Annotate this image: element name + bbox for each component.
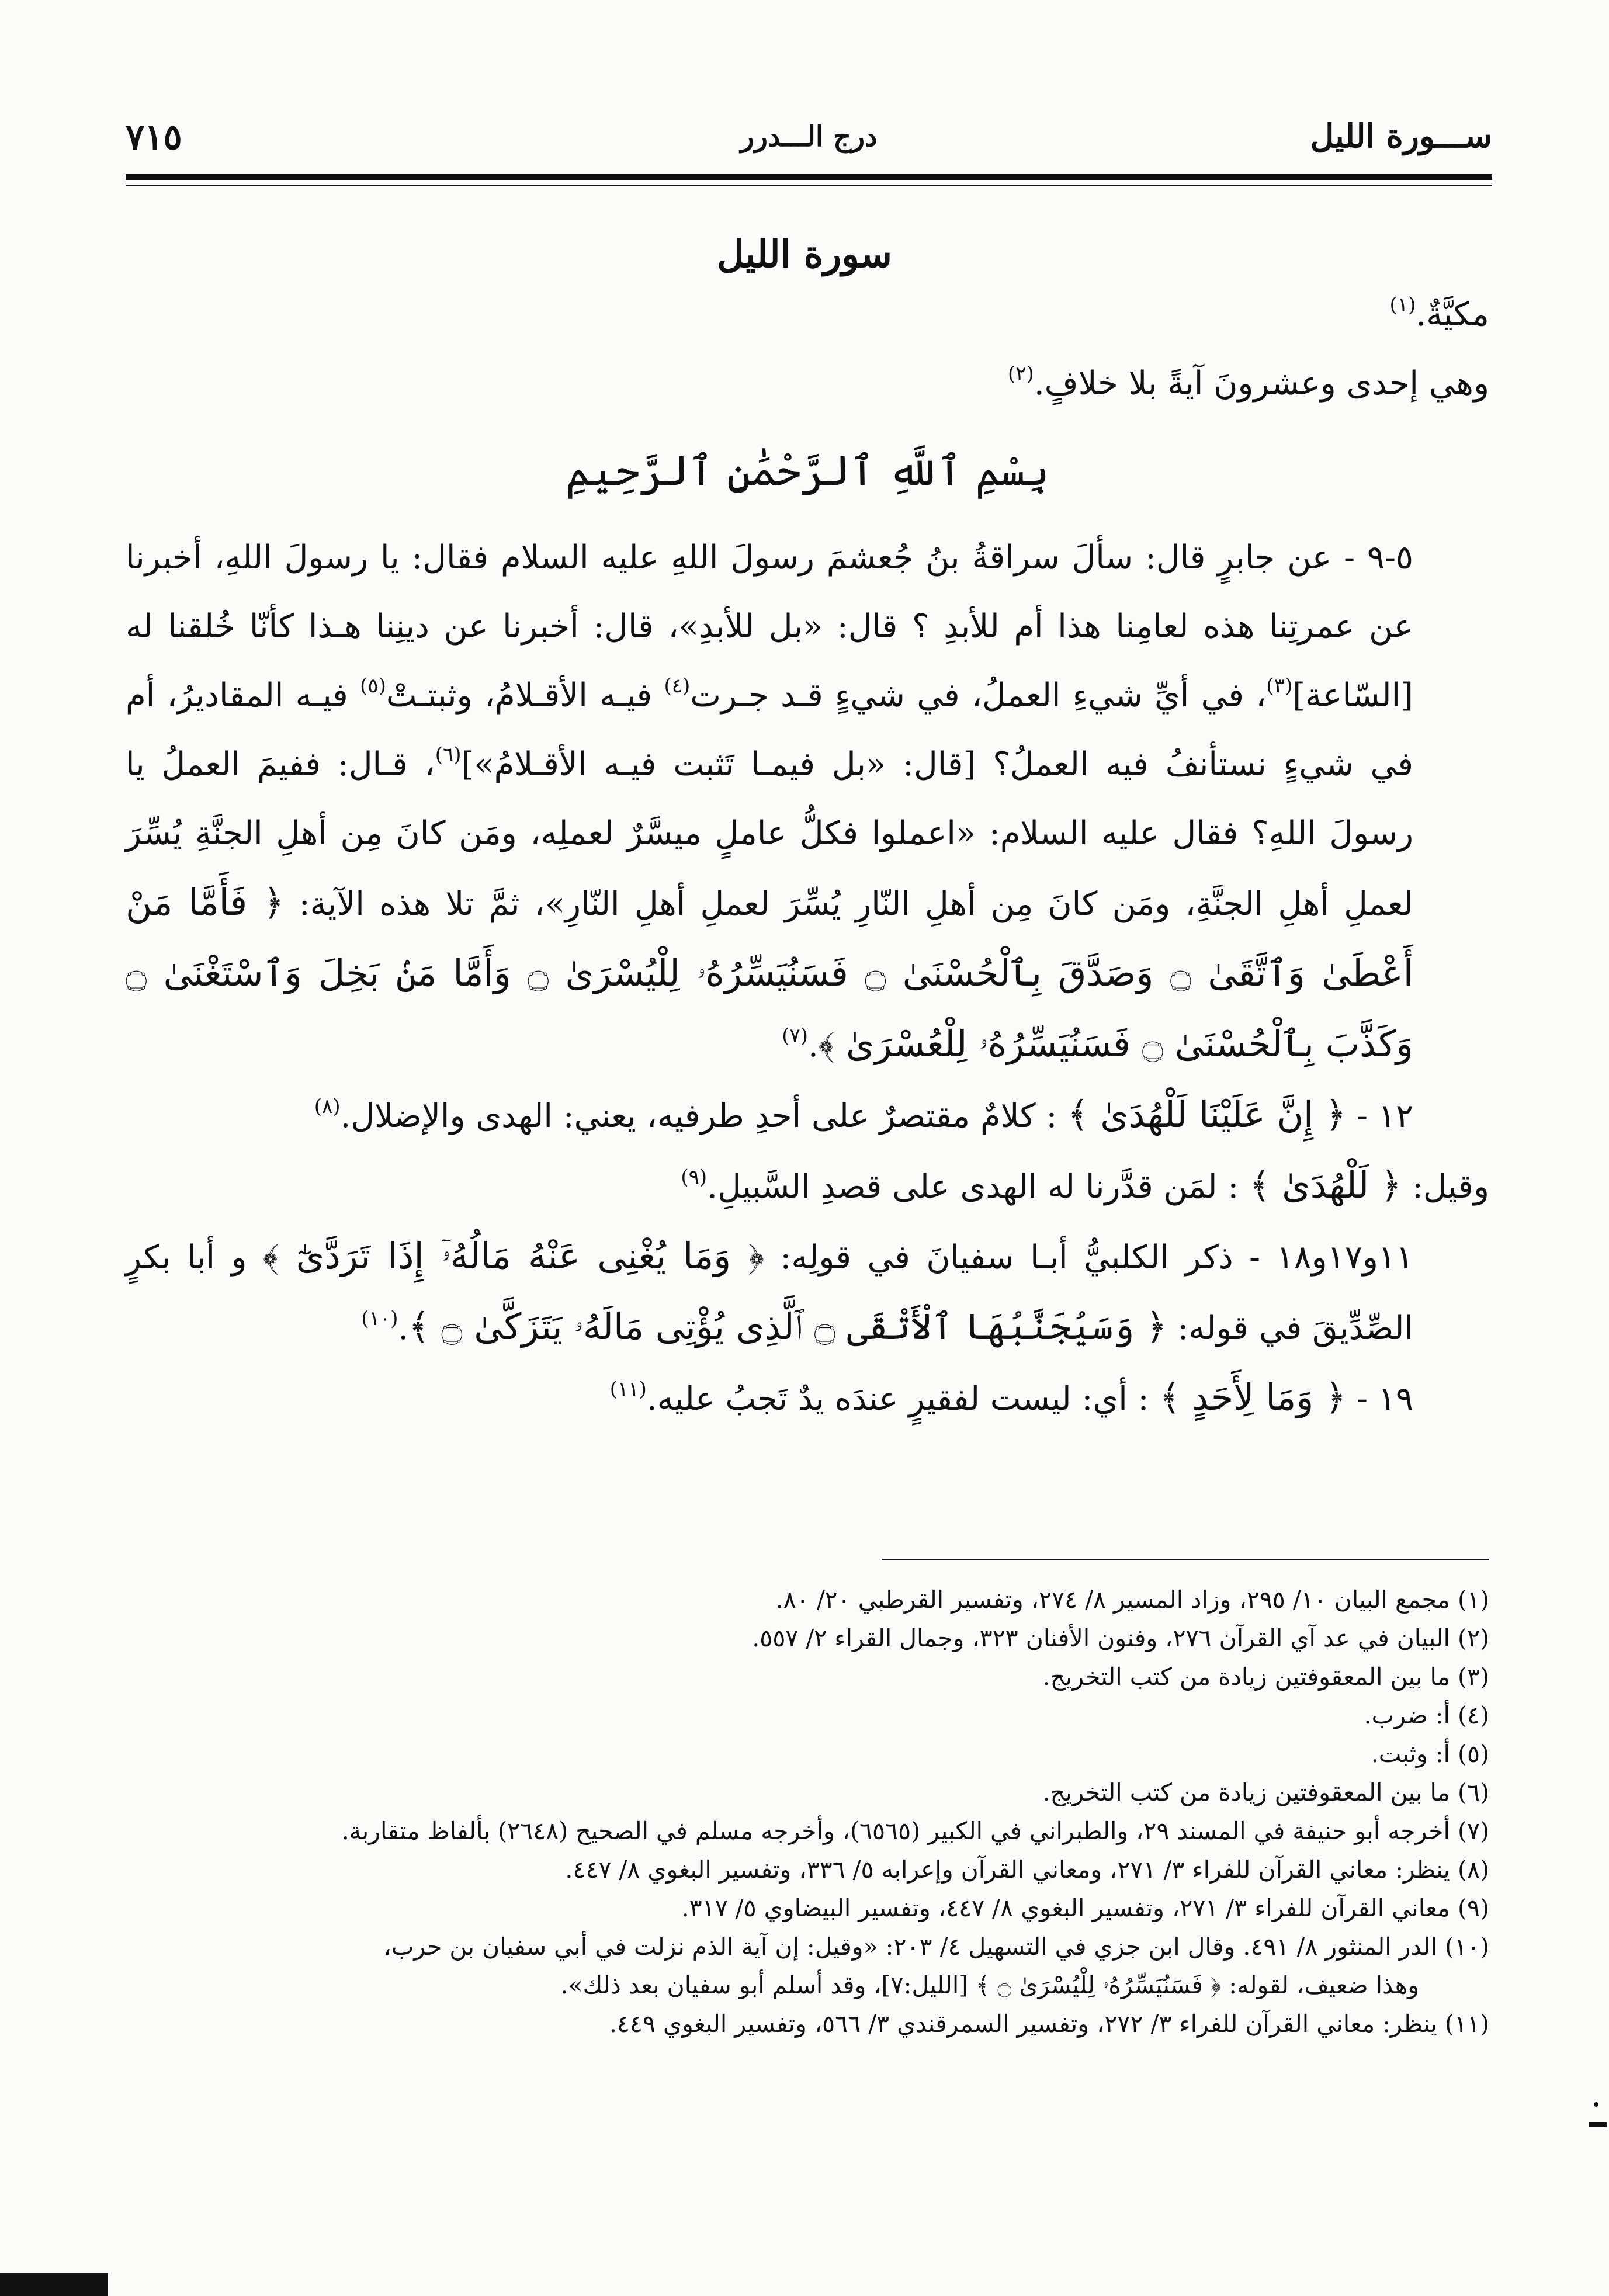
para3-text-2: : لمَن قدَّرنا له الهدى على قصدِ السَّبيلِ.	[707, 1168, 1250, 1206]
quran-quote-5-10: ﴿ فَأَمَّا مَنْ أَعْطَىٰ وَٱتَّقَىٰ ۝ وَصَدَّقَ بِٱلْحُسْنَىٰ ۝ فَسَنُيَسِّرُهُۥ لِلْيُسْرَىٰ ۝ وَأَمَّا مَنۢ بَخِلَ وَٱسْتَغْنَىٰ ۝ وَكَذَّبَ بِٱلْحُسْنَىٰ ۝ فَسَنُيَسِّرُهُۥ لِلْعُسْرَىٰ ﴾	[126, 881, 1413, 1065]
footnote-10-continuation: وهذا ضعيف، لقوله: ﴿ فَسَنُيَسِّرُهُۥ لِلْيُسْرَىٰ ۝ ﴾ [الليل:٧]، وقد أسلم أبو سفيان بعد ذلك».	[560, 1971, 1419, 1999]
quran-quote-17-18: ﴿ وَسَيُجَنَّبُهَا ٱلْأَتْقَى ۝ ٱلَّذِى يُؤْتِى مَالَهُۥ يَتَزَكَّىٰ ۝ ﴾	[408, 1305, 1167, 1348]
header-book-title: درج الـــدرر	[740, 120, 878, 153]
para4-text-3: .	[398, 1309, 409, 1347]
footnote-ref-11: (١١)	[609, 1378, 647, 1401]
para5-text-1: ١٩ -	[1346, 1380, 1413, 1418]
footnote-6: (٦) ما بين المعقوفتين زيادة من كتب التخريج.	[1042, 1778, 1489, 1806]
surah-title: سورة الليل	[717, 233, 892, 276]
footnote-1: (١) مجمع البيان ١٠/ ٢٩٥، وزاد المسير ٨/ ٢٧٤، وتفسير القرطبي ٢٠/ ٨٠.	[775, 1586, 1489, 1614]
footnote-ref-6: (٦)	[435, 743, 462, 767]
paragraph-5-9	[126, 523, 1489, 1080]
para1-text-5: ، قـال: ففيمَ العملُ يا رسولَ اللهِ؟ فقال عليه السلام: «اعملوا فكلُّ عاملٍ ميسَّرٌ لعملِه، ومَن كانَ مِن أهلِ الجنَّةِ يُسِّرَ لعملِ أهلِ الجنَّةِ، ومَن كانَ مِن أهلِ النّارِ يُسِّرَ لعملِ أهلِ النّارِ»، ثمَّ تلا هذه الآية:	[126, 745, 1413, 923]
footnote-9: (٩) معاني القرآن للفراء ٣/ ٢٧١، وتفسير البغوي ٨/ ٤٤٧، وتفسير البيضاوي ٥/ ٣١٧.	[681, 1894, 1489, 1922]
verses-count-line	[126, 349, 1489, 418]
footnote-3: (٣) ما بين المعقوفتين زيادة من كتب التخريج.	[1042, 1663, 1489, 1691]
para1-text-3: فيـه الأقـلامُ، وثبتـتْ	[386, 677, 664, 715]
paragraph-11-17-18	[126, 1222, 1489, 1363]
scan-speck	[1594, 2102, 1598, 2107]
makkiyya-text: مكيَّةٌ.	[1416, 296, 1489, 334]
footnote-4: (٤) أ: ضرب.	[1364, 1701, 1489, 1729]
verses-count-text: وهي إحدى وعشرونَ آيةً بلا خلافٍ.	[1034, 365, 1489, 403]
quran-quote-11: ﴿ وَمَا يُغْنِى عَنْهُ مَالُهُۥٓ إِذَا تَرَدَّىٰٓ ﴾	[262, 1234, 765, 1277]
footnote-7: (٧) أخرجه أبو حنيفة في المسند ٢٩، والطبراني في الكبير (٦٥٦٥)، وأخرجه مسلم في الصحيح (٢٦٤٨) بألفاظ متقاربة.	[341, 1817, 1489, 1845]
para2-text-2: : كلامٌ مقتصرٌ على أحدِ طرفيه، يعني: الهدى والإضلال.	[340, 1097, 1068, 1135]
para1-text-6: .	[808, 1026, 819, 1064]
basmala: بِسْمِ ٱللَّهِ ٱلرَّحْمَٰنِ ٱلرَّحِيمِ	[565, 446, 1050, 495]
footnote-ref-3: (٣)	[1266, 674, 1293, 698]
para4-text-1: ١١و١٧و١٨ - ذكر الكلبيُّ أبـا سفيانَ في قولِه:	[764, 1239, 1414, 1277]
quran-quote-lilhuda: ﴿ لَلْهُدَىٰ ﴾	[1249, 1164, 1402, 1206]
header-rule-thin	[126, 185, 1492, 186]
paragraph-19	[126, 1363, 1489, 1434]
main-text	[126, 280, 1489, 1434]
quran-quote-12: ﴿ إِنَّ عَلَيْنَا لَلْهُدَىٰ ﴾	[1067, 1093, 1347, 1136]
footnote-11: (١١) ينظر: معاني القرآن للفراء ٣/ ٢٧٢، وتفسير السمرقندي ٣/ ٥٦٦، وتفسير البغوي ٤٤٩.	[609, 2010, 1489, 2038]
para5-text-2: : أي: ليست لفقيرٍ عندَه يدٌ تَجبُ عليه.	[646, 1380, 1160, 1418]
scan-margin-mark	[1589, 2122, 1607, 2127]
para1-text-2: ، في أيِّ شيءِ العملُ، في شيءٍ قـد جـرت	[690, 677, 1267, 715]
para2-text-1: ١٢ -	[1346, 1097, 1413, 1135]
footnote-ref-2: (٢)	[1008, 362, 1034, 386]
footnote-2: (٢) البيان في عد آي القرآن ٢٧٦، وفنون الأفنان ٣٢٣، وجمال القراء ٢/ ٥٥٧.	[752, 1624, 1489, 1652]
para3-text-1: وقيل:	[1402, 1168, 1489, 1206]
paragraph-qila	[126, 1151, 1489, 1222]
footnote-ref-4: (٤)	[664, 674, 691, 698]
scan-corner-mark	[0, 2273, 108, 2296]
footnote-10: (١٠) الدر المنثور ٨/ ٤٩١. وقال ابن جزي في التسهيل ٤/ ٢٠٣: «وقيل: إن آية الذم نزلت في أبي سفيان بن حرب،	[383, 1933, 1489, 1961]
footnotes	[126, 1580, 1489, 2043]
para1-text-1: ٥-٩ - عن جابرٍ قال: سألَ سراقةُ بنُ جُعشمَ رسولَ اللهِ عليه السلام فقال: يا رسولَ اللهِ، أخبرنا عن عمرتِنا هذه لعامِنا هذا أم للأبدِ ؟ قال: «بل للأبدِ»، قال: أخبرنا عن دينِنا هـذا كأنّا خُلقنا له [السّاعة]	[126, 539, 1413, 715]
footnote-ref-8: (٨)	[314, 1095, 341, 1118]
footnote-ref-7: (٧)	[782, 1024, 809, 1048]
paragraph-12	[126, 1080, 1489, 1151]
para4-text-2: و أبا بكرٍ الصِّدِّيقَ في قوله:	[126, 1239, 1413, 1347]
running-header	[126, 117, 1492, 172]
quran-quote-19: ﴿ وَمَا لِأَحَدٍ ﴾	[1159, 1376, 1347, 1418]
header-rule-thick	[126, 174, 1492, 180]
footnote-ref-9: (٩)	[681, 1166, 708, 1189]
makkiyya-line	[126, 280, 1489, 349]
footnote-ref-5: (٥)	[360, 674, 386, 698]
footnote-ref-10: (١٠)	[361, 1307, 398, 1330]
page-number: ٧١٥	[126, 117, 182, 158]
footnote-8: (٨) ينظر: معاني القرآن للفراء ٣/ ٢٧١، ومعاني القرآن وإعرابه ٥/ ٣٣٦، وتفسير البغوي ٨/ ٤٤٧.	[565, 1855, 1489, 1884]
footnote-5: (٥) أ: وثبت.	[1371, 1740, 1489, 1768]
footnote-ref-1: (١)	[1389, 293, 1416, 317]
para1-text-4: فيـه المقاديرُ، أم في شيءٍ نستأنفُ فيه العملُ؟ [قال: «بل فيمـا تَثبت فيـه الأقـلامُ»]	[126, 677, 1414, 783]
header-surah-name: ســـورة الليل	[1310, 117, 1492, 155]
footnote-separator	[882, 1559, 1489, 1560]
